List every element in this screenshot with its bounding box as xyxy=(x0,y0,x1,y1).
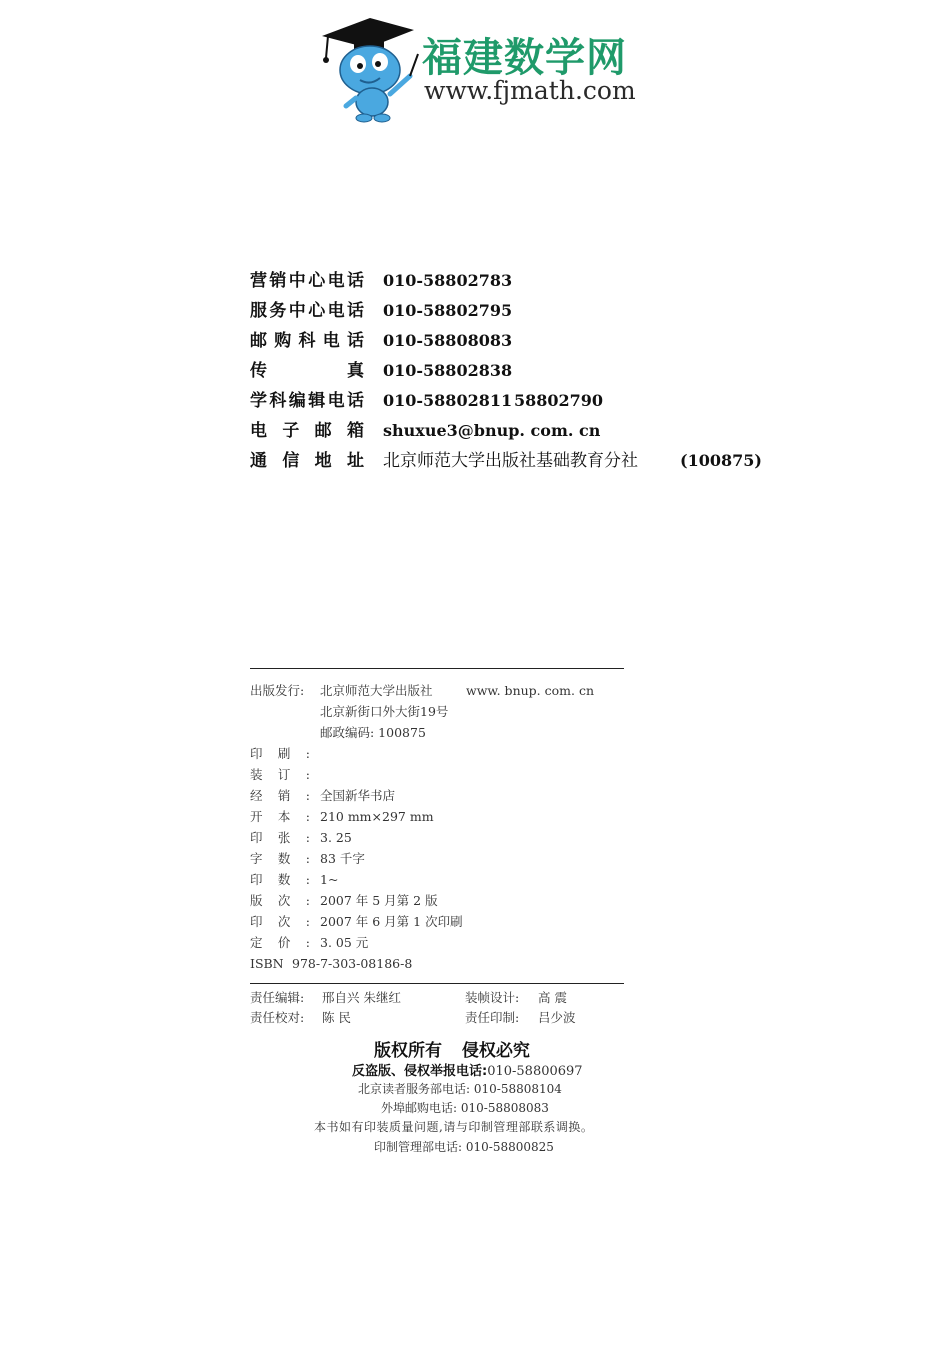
editors-row xyxy=(250,1008,630,1028)
colophon-label: 印数: xyxy=(250,872,310,887)
print-dept-line: 印制管理部电话: 010-58800825 xyxy=(374,1140,554,1154)
contact-label: 传真 xyxy=(250,361,364,381)
contact-label: 邮购科电话 xyxy=(250,331,364,351)
editors-block xyxy=(250,988,630,1028)
colophon-label: 版次: xyxy=(250,893,310,908)
antipiracy-line xyxy=(352,1060,583,1079)
colophon-value: 2007 年 6 月第 1 次印刷 xyxy=(320,914,463,929)
copyright-title: 版权所有 侵权必究 xyxy=(374,1041,530,1061)
colophon-value: 210 mm×297 mm xyxy=(320,809,434,824)
editor-names: 邢自兴 朱继红 xyxy=(322,990,401,1005)
colophon-row xyxy=(250,848,630,869)
designer-name: 高 震 xyxy=(538,990,567,1005)
proof-name: 陈 民 xyxy=(322,1010,351,1025)
print-supervisor-name: 吕少波 xyxy=(538,1010,576,1025)
divider xyxy=(250,983,624,984)
contact-value: 010-58802838 xyxy=(383,361,513,380)
colophon-label: 印张: xyxy=(250,830,310,845)
colophon-row xyxy=(250,764,630,785)
contact-row-fax xyxy=(250,358,770,388)
reader-service-line: 北京读者服务部电话: 010-58808104 xyxy=(358,1082,562,1096)
logo-url[interactable]: www.fjmath.com xyxy=(424,76,636,105)
publisher-row xyxy=(250,680,630,701)
contact-label: 通信地址 xyxy=(250,451,364,471)
contact-row-address xyxy=(250,448,770,478)
colophon-row xyxy=(250,743,630,764)
colophon-value: 2007 年 5 月第 2 版 xyxy=(320,893,438,908)
colophon-value: 1~ xyxy=(320,872,339,887)
colophon-row xyxy=(250,827,630,848)
divider xyxy=(250,668,624,669)
antipiracy-phone: 010-58800697 xyxy=(487,1064,583,1079)
contact-label: 服务中心电话 xyxy=(250,301,364,321)
contact-value: 北京师范大学出版社基础教育分社 xyxy=(383,451,638,471)
colophon-row xyxy=(250,785,630,806)
editor-label: 责任编辑: xyxy=(250,990,305,1005)
contact-value: 010-58808083 xyxy=(383,331,513,350)
print-supervisor-label: 责任印制: xyxy=(465,1010,520,1025)
colophon-value: 3. 05 元 xyxy=(320,935,369,950)
email-link[interactable]: shuxue3@bnup. com. cn xyxy=(383,421,601,440)
colophon-label: 印刷: xyxy=(250,746,310,761)
colophon-value: 3. 25 xyxy=(320,830,352,845)
contact-value: 010-58802783 xyxy=(383,271,513,290)
contact-value: 010-58802795 xyxy=(383,301,513,320)
antipiracy-label: 反盗版、侵权举报电话: xyxy=(352,1064,488,1079)
publisher-postcode: 邮政编码: 100875 xyxy=(320,725,426,740)
colophon xyxy=(250,680,630,974)
publisher-label: 出版发行: xyxy=(250,683,305,698)
contact-label: 学科编辑电话 xyxy=(250,391,364,411)
colophon-label: 开本: xyxy=(250,809,310,824)
contact-row-email xyxy=(250,418,770,448)
colophon-value: 全国新华书店 xyxy=(320,788,396,803)
contact-value: 010-58802811 xyxy=(383,391,513,410)
colophon-row xyxy=(250,869,630,890)
colophon-row xyxy=(250,911,630,932)
contact-value-postcode: (100875) xyxy=(680,451,762,470)
proof-label: 责任校对: xyxy=(250,1010,305,1025)
contact-label: 营销中心电话 xyxy=(250,271,364,291)
colophon-label: 定价: xyxy=(250,935,310,950)
publisher-name: 北京师范大学出版社 xyxy=(320,683,433,698)
colophon-row xyxy=(250,932,630,953)
contact-row-mail-order xyxy=(250,328,770,358)
designer-label: 装帧设计: xyxy=(465,990,520,1005)
publisher-website[interactable]: www. bnup. com. cn xyxy=(466,683,594,698)
publisher-address: 北京新街口外大街19号 xyxy=(320,704,449,719)
contact-row-service xyxy=(250,298,770,328)
isbn-label: ISBN xyxy=(250,956,284,971)
colophon-label: 印次: xyxy=(250,914,310,929)
mail-order-line: 外埠邮购电话: 010-58808083 xyxy=(381,1101,549,1115)
colophon-label: 装订: xyxy=(250,767,310,782)
editors-row xyxy=(250,988,630,1008)
contact-info xyxy=(250,268,770,478)
colophon-value: 83 千字 xyxy=(320,851,365,866)
isbn-row xyxy=(250,953,630,974)
publisher-postcode-row xyxy=(250,722,630,743)
colophon-row xyxy=(250,890,630,911)
colophon-row xyxy=(250,806,630,827)
isbn-value: 978-7-303-08186-8 xyxy=(292,956,413,971)
publisher-address-row xyxy=(250,701,630,722)
contact-label: 电子邮箱 xyxy=(250,421,364,441)
contact-value-secondary: 58802790 xyxy=(514,391,604,410)
colophon-label: 字数: xyxy=(250,851,310,866)
site-logo[interactable] xyxy=(318,14,648,126)
quality-notice: 本书如有印装质量问题,请与印制管理部联系调换。 xyxy=(314,1120,594,1134)
contact-row-editor xyxy=(250,388,770,418)
colophon-label: 经销: xyxy=(250,788,310,803)
logo-title: 福建数学网 xyxy=(422,35,627,81)
graduation-cap-mascot-icon xyxy=(318,14,422,126)
contact-row-marketing xyxy=(250,268,770,298)
